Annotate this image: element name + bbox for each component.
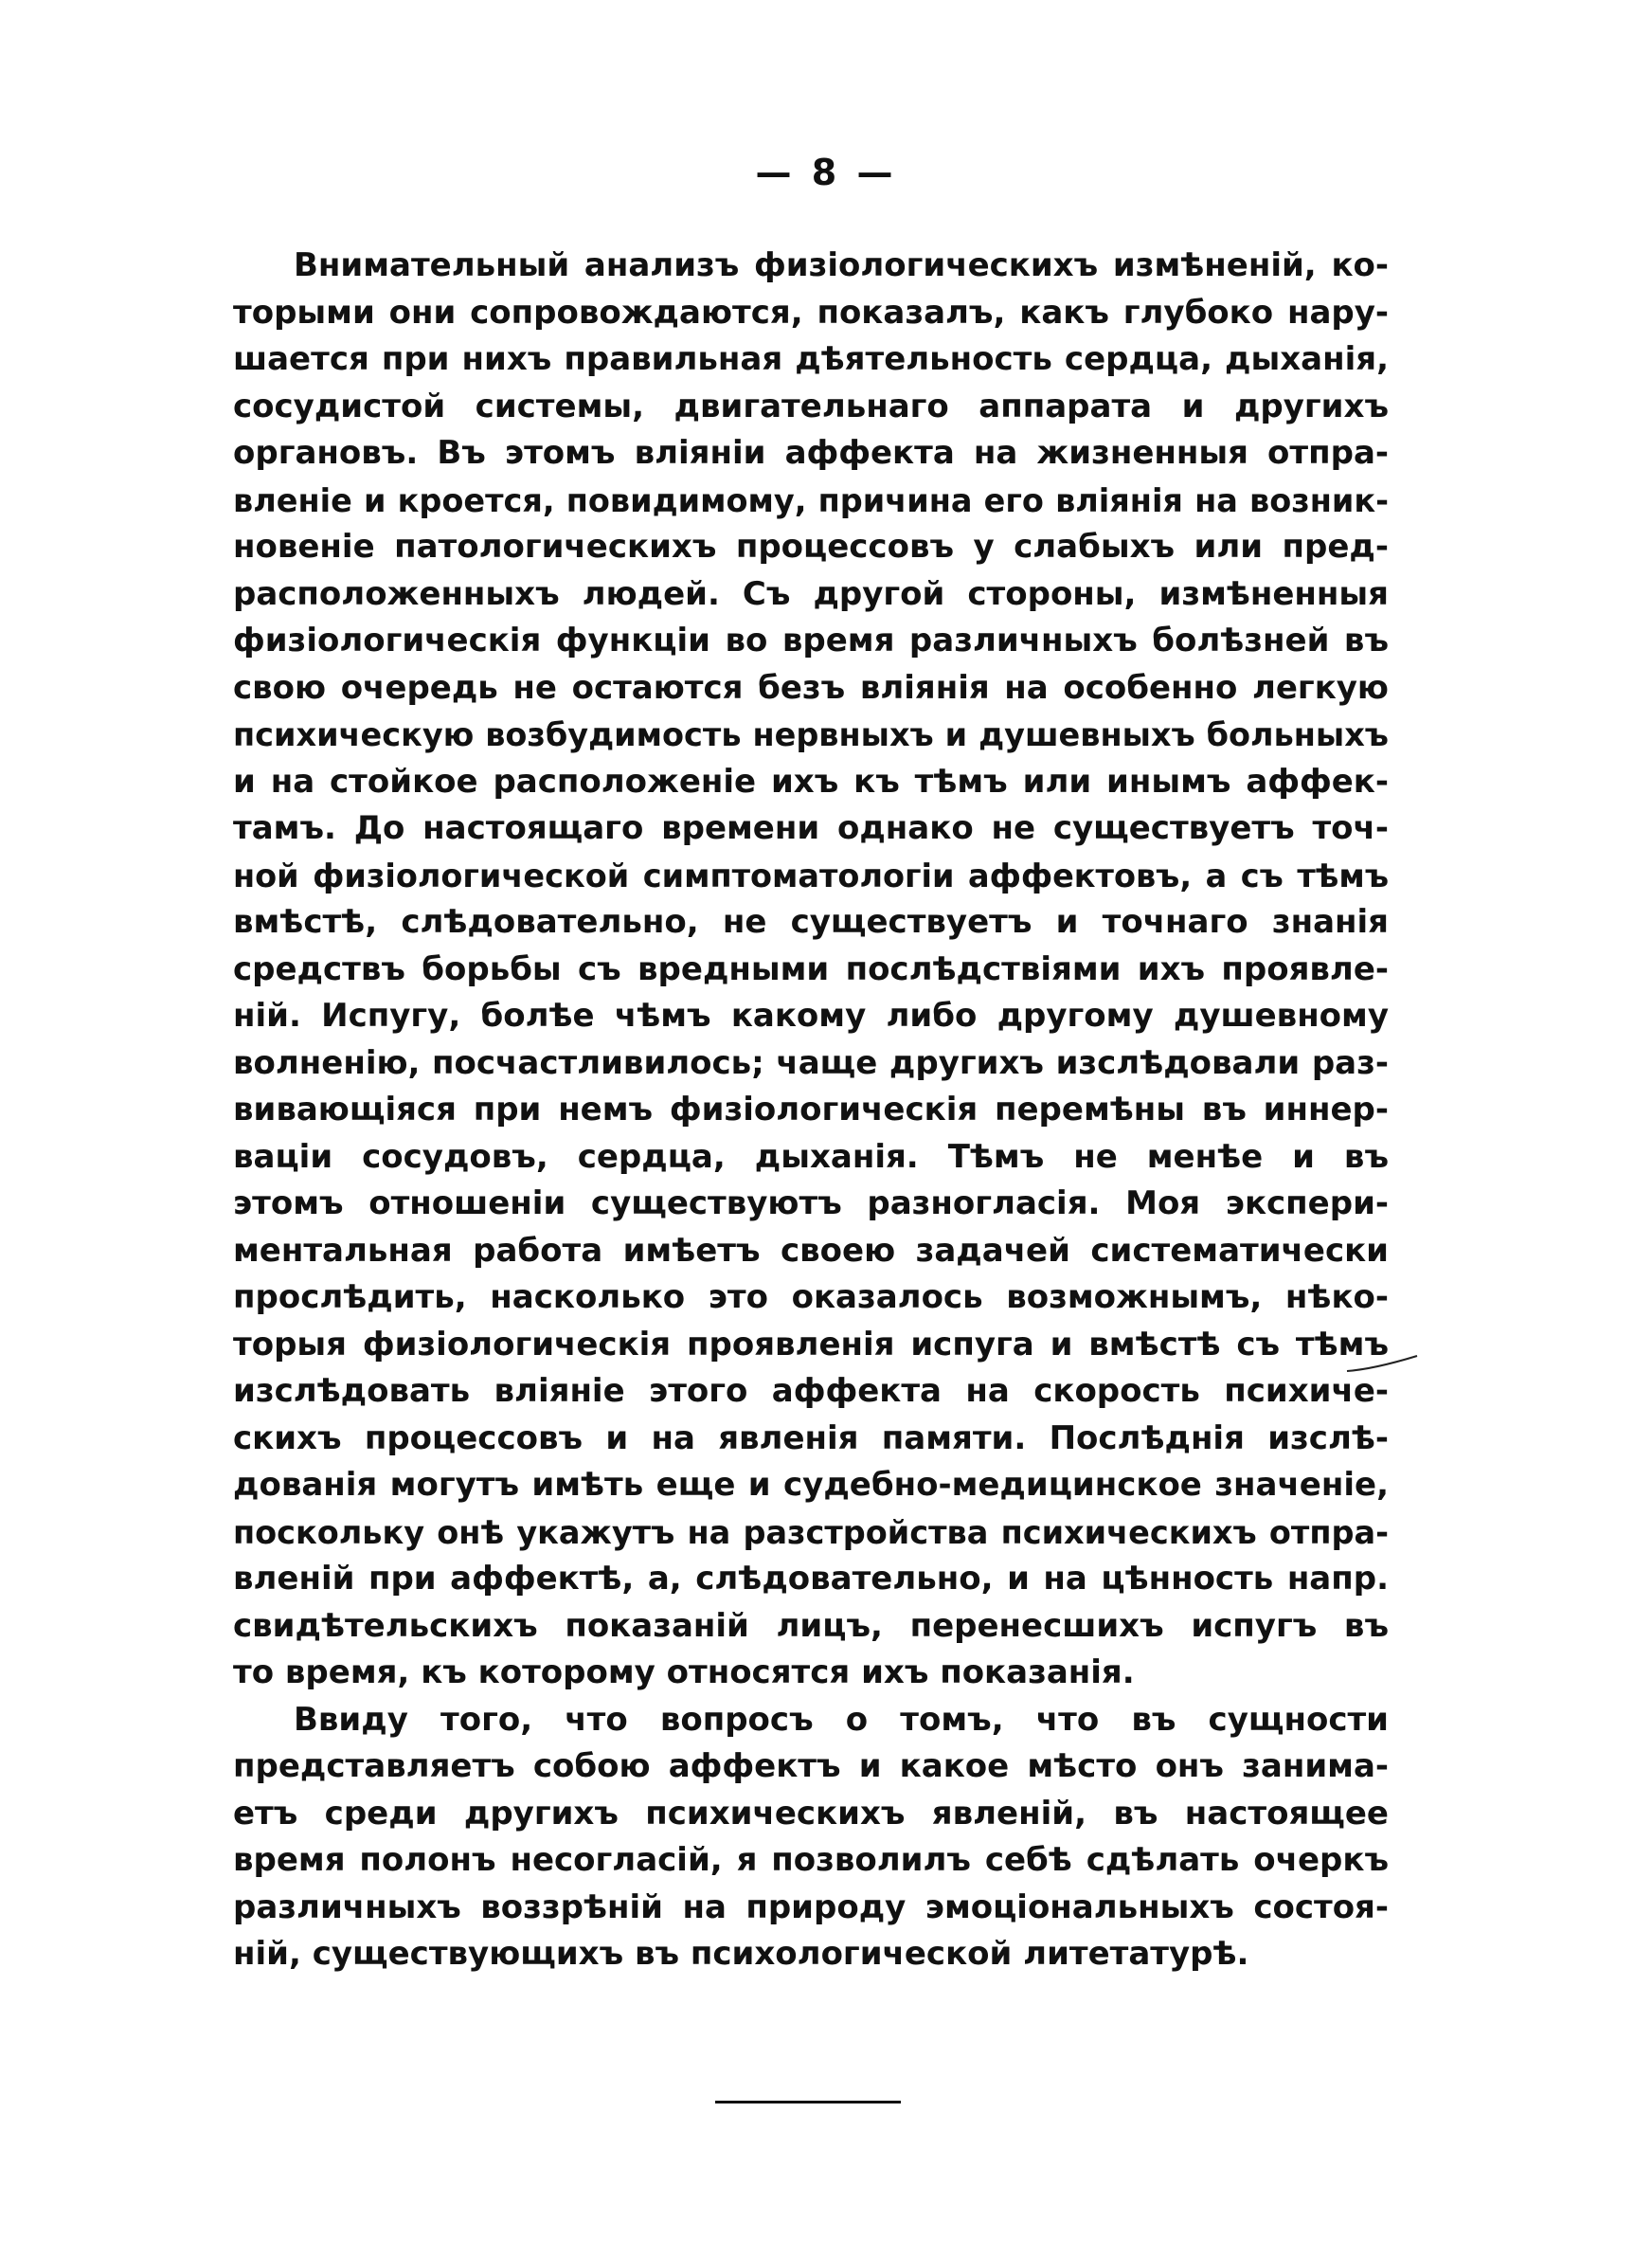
- text-line: ваціи сосудовъ, сердца, дыханія. Тѣмъ не менѣе и въ: [233, 1137, 1389, 1176]
- text-line: свидѣтельскихъ показаній лицъ, перенесшихъ испугъ въ: [233, 1606, 1389, 1645]
- text-line: различныхъ воззрѣній на природу эмоціональныхъ состоя-: [233, 1887, 1389, 1926]
- text-line: вивающіяся при немъ физіологическія перемѣны въ иннер-: [233, 1091, 1389, 1128]
- text-line: новеніе патологическихъ процессовъ у слабыхъ или пред-: [233, 528, 1389, 566]
- text-line: расположенныхъ людей. Съ другой стороны, измѣненныя: [233, 574, 1389, 613]
- text-line: торыя физіологическія проявленія испуга и вмѣстѣ съ тѣмъ: [233, 1325, 1389, 1363]
- text-line: психическую возбудимость нервныхъ и душевныхъ больныхъ: [233, 716, 1389, 753]
- text-line: ній. Испугу, болѣе чѣмъ какому либо другому душевному: [233, 997, 1389, 1035]
- text-line: вмѣстѣ, слѣдовательно, не существуетъ и точнаго знанія: [233, 903, 1389, 941]
- text-line: Ввиду того, что вопросъ о томъ, что въ сущности: [294, 1700, 1389, 1739]
- text-line: свою очередь не остаются безъ вліянія на особенно легкую: [233, 668, 1389, 707]
- section-end-rule: [715, 2101, 901, 2104]
- body-text: [233, 243, 1389, 1978]
- paragraph-2: [233, 1697, 1389, 1978]
- margin-pencil-stroke: [1345, 1350, 1421, 1379]
- text-line: изслѣдовать вліяніе этого аффекта на скорость психиче-: [233, 1372, 1389, 1410]
- page-number: — 8 —: [755, 152, 897, 193]
- text-line: поскольку онѣ укажутъ на разстройства психическихъ отпра-: [233, 1513, 1389, 1551]
- text-line: и на стойкое расположеніе ихъ къ тѣмъ или инымъ аффек-: [233, 762, 1389, 801]
- text-line: ній, существующихъ въ психологической литетатурѣ.: [233, 1935, 1249, 1973]
- text-line: время полонъ несогласій, я позволилъ себѣ сдѣлать очеркъ: [233, 1841, 1389, 1879]
- text-line: волненію, посчастливилось; чаще другихъ изслѣдовали раз-: [233, 1043, 1389, 1082]
- text-line: шается при нихъ правильная дѣятельность сердца, дыханія,: [233, 340, 1389, 378]
- text-line: дованія могутъ имѣть еще и судебно-медицинское значеніе,: [233, 1466, 1389, 1504]
- text-line: этомъ отношеніи существуютъ разногласія. Моя экспери-: [233, 1184, 1389, 1222]
- text-line: органовъ. Въ этомъ вліяніи аффекта на жизненныя отпра-: [233, 434, 1389, 472]
- text-line: вленіе и кроется, повидимому, причина его вліянія на возник-: [233, 481, 1389, 519]
- text-line: ной физіологической симптоматологіи аффектовъ, а съ тѣмъ: [233, 857, 1389, 894]
- text-line: сосудистой системы, двигательнаго аппарата и другихъ: [233, 387, 1389, 425]
- text-line: тамъ. До настоящаго времени однако не существуетъ точ-: [233, 809, 1389, 847]
- text-line: скихъ процессовъ и на явленія памяти. Послѣднія изслѣ-: [233, 1418, 1389, 1457]
- text-line: физіологическія функціи во время различныхъ болѣзней въ: [233, 622, 1389, 659]
- text-line: то время, къ которому относятся ихъ показанія.: [233, 1653, 1135, 1691]
- paragraph-1: [233, 243, 1389, 1697]
- text-line: етъ среди другихъ психическихъ явленій, въ настоящее: [233, 1794, 1389, 1833]
- text-line: прослѣдить, насколько это оказалось возможнымъ, нѣко-: [233, 1278, 1389, 1316]
- text-line: средствъ борьбы съ вредными послѣдствіями ихъ проявле-: [233, 949, 1389, 988]
- text-line: Внимательный анализъ физіологическихъ измѣненій, ко-: [294, 246, 1389, 284]
- text-line: вленій при аффектѣ, а, слѣдовательно, и на цѣнность напр.: [233, 1560, 1389, 1598]
- text-line: торыми они сопровождаются, показалъ, какъ глубоко нару-: [233, 293, 1389, 332]
- text-line: представляетъ собою аффектъ и какое мѣсто онъ занима-: [233, 1747, 1389, 1785]
- text-line: ментальная работа имѣетъ своею задачей систематически: [233, 1231, 1389, 1270]
